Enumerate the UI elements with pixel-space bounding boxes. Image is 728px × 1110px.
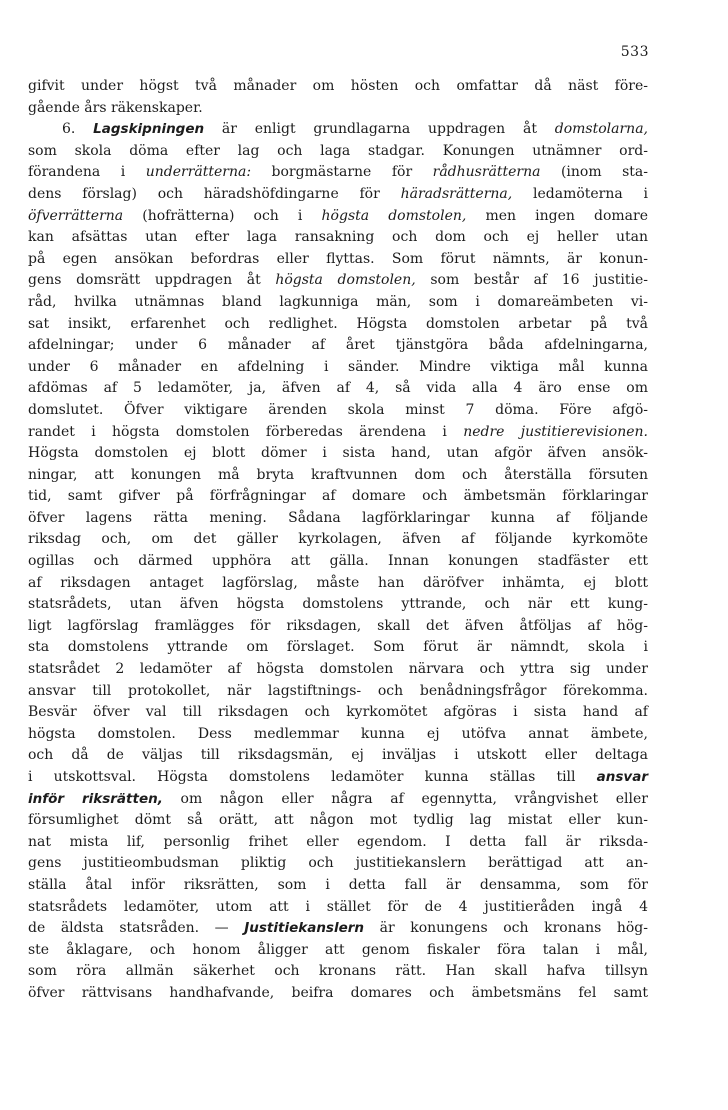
text-run: borgmästarne för [251,164,433,181]
text-run: ste åklagare, och honom åligger att genom fiskaler föra talan i mål, [28,941,648,958]
text-line [28,940,648,962]
text-run: är enligt grundlagarna uppdragen åt [204,121,555,138]
emphasized-term: inför riksrätten, [28,790,163,807]
text-line [28,206,648,228]
text-line [28,594,648,616]
text-run: sat insikt, erfarenhet och redlighet. Högsta domstolen arbetar på två [28,315,648,332]
text-line [28,357,648,379]
text-line [28,745,648,767]
text-run: af riksdagen antaget lagförslag, måste han däröfver inhämta, ej blott [28,574,648,591]
text-run: gående års räkenskaper. [28,99,203,116]
text-line [28,918,648,940]
text-line [28,422,648,444]
text-run: förandena i [28,164,146,181]
text-line [28,443,648,465]
text-run: som skola döma efter lag och laga stadgar. Konungen utnämner ord- [28,142,648,159]
emphasized-term: underrätterna: [145,164,252,181]
text-run: öfver lagens rätta mening. Sådana lagförklaringar kunna af följande [28,509,648,526]
text-run: högsta domstolen. Dess medlemmar kunna ej utöfva annat ämbete, [28,725,648,742]
emphasized-term: högsta domstolen, [321,207,467,224]
emphasized-term: högsta domstolen, [275,272,416,289]
text-line [28,767,648,789]
text-run: ledamöterna i [512,185,648,202]
text-run: och då de väljas till riksdagsmän, ej inväljas i utskott eller deltaga [28,747,648,764]
text-line [28,897,648,919]
text-line [28,573,648,595]
text-run: ligt lagförslag framlägges för riksdagen, skall det äfven åtföljas af hög- [28,617,648,634]
text-line [28,832,648,854]
text-line [28,875,648,897]
text-line [28,98,648,120]
text-line [28,853,648,875]
text-run: på egen ansökan befordras eller flyttas. Som förut nämnts, är konun- [28,250,648,267]
text-line [28,335,648,357]
text-line [28,508,648,530]
text-run: dens förslag) och häradshöfdingarne för [28,185,401,202]
text-line [28,292,648,314]
text-run: ställa åtal inför riksrätten, som i detta fall är densamma, som för [28,876,648,893]
text-run: statsrådets, utan äfven högsta domstolens yttrande, och när ett kung- [28,596,648,613]
text-run: kan afsättas utan efter laga ransakning och dom och ej heller utan [28,229,648,246]
text-run: om någon eller några af egennytta, vrångvishet eller [162,790,648,807]
emphasized-term: nedre justitierevisionen. [463,423,648,440]
text-line [28,551,648,573]
text-line [28,119,648,141]
text-line [28,465,648,487]
emphasized-term: rådhusrätterna [432,164,541,181]
text-line [28,637,648,659]
body-text [28,76,648,1005]
text-run: gens justitieombudsman pliktig och justitiekanslern berättigad att an- [28,855,648,872]
text-line [28,141,648,163]
text-run: råd, hvilka utnämnas bland lagkunniga män, som i domareämbeten vi- [28,293,648,310]
emphasized-term: Justitiekanslern [244,920,365,937]
text-line [28,162,648,184]
text-line [28,314,648,336]
text-run: är konungens och kronans hög- [364,920,648,937]
text-run: 6. [62,121,94,138]
text-run: (hofrätterna) och i [123,207,322,224]
text-line [28,184,648,206]
text-line [28,400,648,422]
text-run: (inom sta- [540,164,648,181]
text-run: Besvär öfver val till riksdagen och kyrkomötet afgöras i sista hand af [28,704,648,721]
text-run: afdelningar; under 6 månader af året tjänstgöra båda afdelningarna, [28,337,648,354]
text-run: sta domstolens yttrande om förslaget. Som förut är nämndt, skola i [28,639,648,656]
text-run: de äldsta statsråden. — [28,920,245,937]
text-line [28,529,648,551]
text-line [28,378,648,400]
text-run: öfver rättvisans handhafvande, beifra domares och ämbetsmäns fel samt [28,984,648,1001]
text-line [28,486,648,508]
text-line [28,616,648,638]
text-run: statsrådets ledamöter, utom att i stället för de 4 justitieråden ingå 4 [28,898,648,915]
text-run: statsrådet 2 ledamöter af högsta domstolen närvara och yttra sig under [28,661,648,678]
text-line [28,702,648,724]
text-run: nat mista lif, personlig frihet eller egendom. I detta fall är riksda- [28,833,648,850]
text-run: som består af 16 justitie- [415,272,648,289]
text-run: som röra allmän säkerhet och kronans rätt. Han skall hafva tillsyn [28,963,648,980]
text-run: tid, samt gifver på förfrågningar af domare och ämbetsmän förklaringar [28,488,648,505]
text-run: gens domsrätt uppdragen åt [28,272,276,289]
text-line [28,983,648,1005]
text-line [28,789,648,811]
text-run: men ingen domare [466,207,648,224]
text-run: domslutet. Öfver viktigare ärenden skola minst 7 döma. Före afgö- [28,401,648,418]
text-run: riksdag och, om det gäller kyrkolagen, äfven af följande kyrkomöte [28,531,648,548]
text-run: under 6 månader en afdelning i sänder. Mindre viktiga mål kunna [28,358,648,375]
text-run: gifvit under högst två månader om hösten och omfattar då näst före- [28,78,648,94]
text-line [28,810,648,832]
page-number: 533 [620,44,649,60]
text-line [28,724,648,746]
text-run: ogillas och därmed upphöra att gälla. Innan konungen stadfäster ett [28,553,648,570]
text-line [28,961,648,983]
emphasized-term: Lagskipningen [93,121,205,138]
text-line [28,227,648,249]
text-line [28,659,648,681]
text-run: ansvar till protokollet, när lagstiftnings- och benådningsfrågor förekomma. [28,682,648,699]
text-run: afdömas af 5 ledamöter, ja, äfven af 4, så vida alla 4 äro ense om [28,380,648,397]
emphasized-term: ansvar [596,769,648,785]
text-run: i utskottsval. Högsta domstolens ledamöter kunna ställas till [28,769,597,785]
emphasized-term: domstolarna, [554,121,648,138]
text-line [28,76,648,98]
text-line [28,270,648,292]
text-run: försumlighet dömt så orätt, att någon mot tydlig lag mistat eller kun- [28,812,648,829]
text-run: Högsta domstolen ej blott dömer i sista hand, utan afgör äfven ansök- [28,445,648,462]
text-line [28,681,648,703]
text-line [28,249,648,271]
emphasized-term: öfverrätterna [28,207,124,224]
text-run: ningar, att konungen må bryta kraftvunnen dom och återställa försuten [28,466,648,483]
text-run: randet i högsta domstolen förberedas ärendena i [28,423,464,440]
emphasized-term: häradsrätterna, [400,185,513,202]
